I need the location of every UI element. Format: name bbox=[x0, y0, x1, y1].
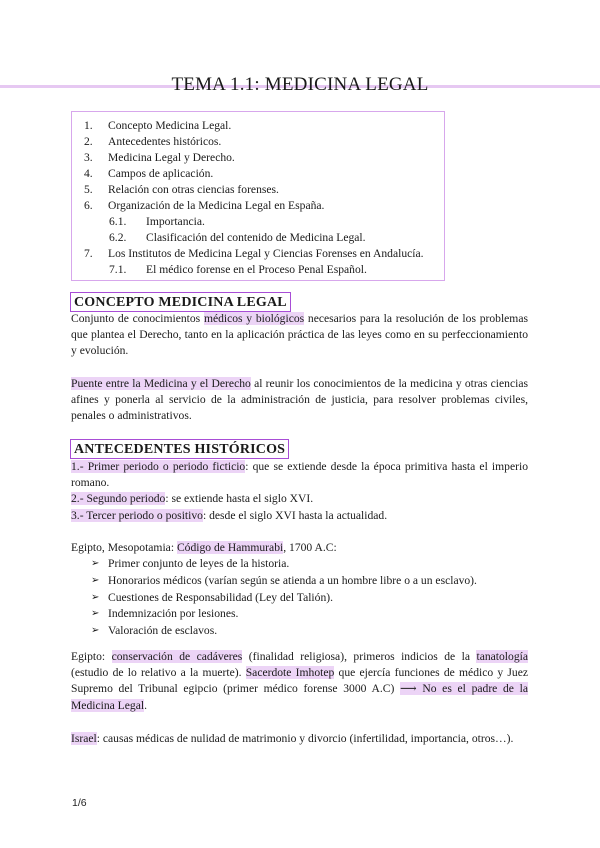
egypt-f: Sacerdote Imhotep bbox=[245, 666, 335, 680]
toc-item-number: 6.2. bbox=[109, 231, 127, 244]
definition-text-a: Conjunto de conocimientos bbox=[71, 312, 204, 325]
egypt-intro-label: Egipto, Mesopotamia: bbox=[71, 541, 177, 554]
toc-item-label: Organización de la Medicina Legal en España. bbox=[108, 199, 325, 212]
hammurabi-bullet-list bbox=[91, 556, 531, 640]
toc-item-number: 1. bbox=[84, 119, 93, 132]
definition-text-b: necesarios para la resolución de los problemas que plantea el Derecho, tanto en la aplicación práctica de las leyes como en su perfeccionamiento y evolución. bbox=[71, 312, 528, 358]
toc-item-label: Clasificación del contenido de Medicina Legal. bbox=[146, 231, 366, 244]
egypt-d: tanatología bbox=[476, 650, 528, 663]
toc-item bbox=[84, 118, 434, 134]
bullet-text: Indemnización por lesiones. bbox=[108, 607, 239, 621]
paragraph-bridge bbox=[71, 376, 528, 425]
paragraph-egypt-intro bbox=[71, 540, 528, 556]
paragraph-israel bbox=[71, 731, 528, 747]
period-2-title: 2.- Segundo periodo bbox=[71, 492, 166, 506]
toc-item-number: 6. bbox=[84, 199, 93, 212]
bullet-item bbox=[91, 556, 531, 573]
egypt-a: Egipto: bbox=[71, 650, 112, 663]
bullet-text: Primer conjunto de leyes de la historia. bbox=[108, 557, 290, 570]
arrow-bullet-icon: ➢ bbox=[91, 558, 100, 569]
highlight-bridge: Puente entre la Medicina y el Derecho bbox=[71, 377, 251, 390]
paragraph-definition-text bbox=[71, 311, 528, 360]
period-1-text: : que se extiende desde la época primitiva hasta el imperio romano. bbox=[71, 460, 528, 490]
toc-item-label: El médico forense en el Proceso Penal Español. bbox=[146, 263, 367, 276]
period-3-text: : desde el siglo XVI hasta la actualidad. bbox=[202, 508, 388, 522]
egypt-e: (estudio de lo relativo a la muerte). bbox=[71, 666, 246, 680]
toc-item-number: 5. bbox=[84, 183, 93, 196]
paragraph-egypt bbox=[71, 649, 528, 714]
bullet-text: Valoración de esclavos. bbox=[108, 624, 218, 638]
period-2 bbox=[71, 491, 528, 507]
arrow-bullet-icon: ➢ bbox=[91, 591, 100, 603]
section-heading-concepto: CONCEPTO MEDICINA LEGAL bbox=[70, 292, 291, 312]
toc-item bbox=[84, 230, 434, 246]
israel-label: Israel bbox=[71, 732, 97, 745]
toc-item-label: Campos de aplicación. bbox=[108, 167, 214, 180]
paragraph-periods bbox=[71, 459, 528, 524]
toc-item-number: 7.1. bbox=[109, 263, 127, 276]
toc-item bbox=[84, 182, 434, 198]
toc-item bbox=[84, 134, 434, 150]
egypt-g: que ejercía funciones de médico y Juez Supremo del Tribunal egipcio (primer médico forense 3000 A.C) bbox=[71, 666, 528, 696]
toc-item-number: 4. bbox=[84, 167, 93, 180]
page-title: TEMA 1.1: MEDICINA LEGAL bbox=[171, 74, 429, 95]
bullet-text: Cuestiones de Responsabilidad (Ley del Talión). bbox=[108, 590, 334, 604]
bullet-item bbox=[91, 623, 531, 640]
toc-item-number: 7. bbox=[84, 247, 93, 260]
bridge-rest: al reunir los conocimientos de la medicina y otras ciencias afines y ponerla al servicio de la administración de justicia, para resolver problemas civiles, penales o administrativos. bbox=[71, 377, 528, 423]
egypt-h: ⟶ No es el padre de la Medicina Legal bbox=[71, 682, 528, 712]
period-3-title: 3.- Tercer periodo o positivo bbox=[71, 508, 203, 522]
toc-item-label: Importancia. bbox=[146, 215, 205, 228]
toc-item-number: 2. bbox=[84, 135, 93, 148]
definition-highlight: médicos y biológicos bbox=[203, 312, 305, 325]
toc-item bbox=[84, 246, 434, 262]
period-3 bbox=[71, 508, 528, 524]
arrow-bullet-icon: ➢ bbox=[91, 625, 100, 637]
table-of-contents bbox=[71, 111, 445, 281]
toc-item bbox=[84, 150, 434, 166]
bullet-item bbox=[91, 590, 531, 607]
toc-item-label: Los Institutos de Medicina Legal y Ciencias Forenses en Andalucía. bbox=[108, 247, 424, 260]
egypt-b: conservación de cadáveres bbox=[111, 650, 243, 663]
bullet-item bbox=[91, 606, 531, 623]
toc-item-label: Relación con otras ciencias forenses. bbox=[108, 183, 279, 196]
period-2-text: : se extiende hasta el siglo XVI. bbox=[165, 492, 314, 506]
toc-item-label: Medicina Legal y Derecho. bbox=[108, 151, 235, 164]
arrow-bullet-icon: ➢ bbox=[91, 608, 100, 620]
egypt-intro-date: , 1700 A.C: bbox=[283, 541, 337, 554]
egypt-intro-hammurabi: Código de Hammurabi bbox=[176, 541, 284, 554]
page-number: 1/6 bbox=[72, 797, 87, 809]
egypt-c: (finalidad religiosa), primeros indicios de la bbox=[242, 650, 477, 663]
section-heading-antecedentes: ANTECEDENTES HISTÓRICOS bbox=[70, 439, 289, 459]
toc-item bbox=[84, 166, 434, 182]
toc-item-number: 3. bbox=[84, 151, 93, 164]
toc-item bbox=[84, 214, 434, 230]
toc-item-label: Concepto Medicina Legal. bbox=[108, 119, 232, 132]
toc-item-label: Antecedentes históricos. bbox=[108, 135, 222, 148]
arrow-bullet-icon: ➢ bbox=[91, 574, 100, 586]
bullet-text: Honorarios médicos (varían según se atienda a un hombre libre o a un esclavo). bbox=[108, 573, 477, 587]
period-1 bbox=[71, 459, 528, 491]
period-1-title: 1.- Primer periodo o periodo ficticio bbox=[71, 460, 246, 473]
egypt-i: . bbox=[144, 698, 147, 712]
toc-item bbox=[84, 198, 434, 214]
israel-text: : causas médicas de nulidad de matrimonio y divorcio (infertilidad, importancia, otros…). bbox=[96, 732, 514, 745]
toc-item bbox=[84, 262, 434, 278]
toc-item-number: 6.1. bbox=[109, 215, 127, 228]
title-wrap bbox=[0, 74, 600, 96]
bullet-item bbox=[91, 573, 531, 590]
